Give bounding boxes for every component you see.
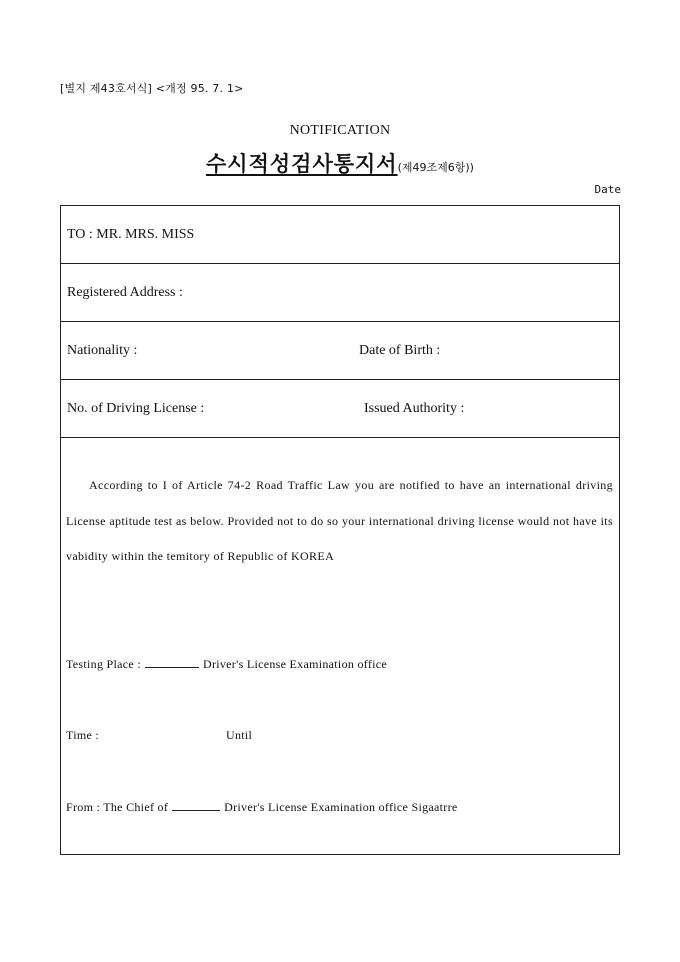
issued-authority-field: Issued Authority : bbox=[364, 401, 465, 416]
license-row bbox=[61, 380, 619, 438]
from-label: From : The Chief of bbox=[66, 800, 169, 814]
date-label: Date bbox=[594, 183, 621, 196]
until-label: Until bbox=[226, 728, 253, 742]
from-suffix: Driver's License Examination office Sigaatrre bbox=[224, 800, 458, 814]
testing-place-blank bbox=[145, 657, 199, 668]
nationality-row bbox=[61, 322, 619, 380]
testing-place-line bbox=[66, 657, 387, 672]
registered-address-field: Registered Address : bbox=[67, 285, 183, 300]
license-number-field: No. of Driving License : bbox=[67, 401, 205, 416]
testing-place-suffix: Driver's License Examination office bbox=[202, 657, 388, 671]
testing-place-label: Testing Place : bbox=[66, 657, 141, 671]
chief-office-blank bbox=[172, 800, 220, 811]
title-korean-main: 수시적성검사통지서 bbox=[206, 151, 398, 176]
nationality-field: Nationality : bbox=[67, 343, 138, 358]
date-of-birth-field: Date of Birth : bbox=[359, 343, 441, 358]
notice-paragraph: According to I of Article 74-2 Road Traffic Law you are notified to have an international driving License aptitude test as below. Provided not to do so your international driving license would not have its vabidity within the temitory of Republic of KOREA bbox=[66, 478, 613, 563]
time-line bbox=[66, 728, 366, 743]
title-korean bbox=[0, 148, 680, 178]
to-row bbox=[61, 206, 619, 264]
address-row bbox=[61, 264, 619, 322]
to-field: TO : MR. MRS. MISS bbox=[67, 227, 195, 242]
time-label: Time : bbox=[66, 728, 100, 742]
title-english: NOTIFICATION bbox=[289, 123, 391, 138]
form-reference: [별지 제43호서식] <개정 95. 7. 1> bbox=[60, 82, 244, 95]
from-line bbox=[66, 800, 458, 815]
title-korean-article: (제49조제6항)) bbox=[397, 161, 474, 174]
